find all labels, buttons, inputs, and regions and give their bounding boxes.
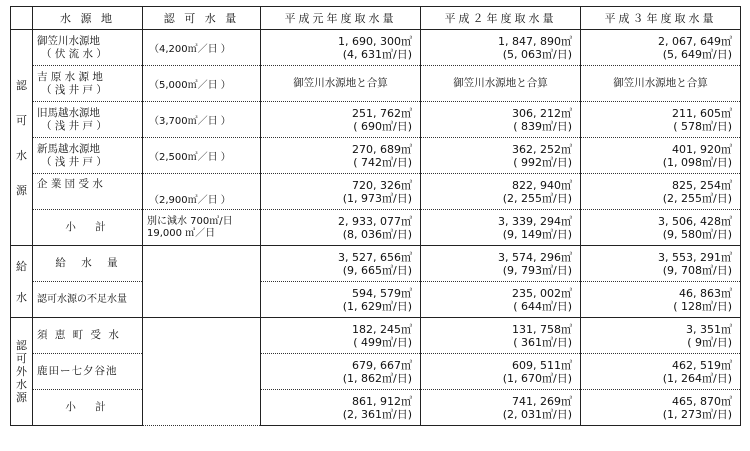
table-row [11,30,741,66]
source-name: 新馬越水源地 [37,142,100,155]
group-char: 水 [16,378,27,391]
annual-volume: 465, 870㎥ [672,394,732,408]
group-char: 源 [16,391,27,404]
value-cell [581,138,741,174]
source-type: （ 浅 井 戸 ） [41,155,107,168]
annual-volume: 211, 605㎥ [672,106,732,120]
value-cell [421,282,581,318]
table-row [11,138,741,174]
source-name: 御笠川水源地 [37,34,100,47]
header-source: 水 源 地 [33,7,143,30]
annual-volume: 46, 863㎥ [679,286,732,300]
value-cell [261,318,421,354]
value-cell [421,318,581,354]
table-row [11,102,741,138]
annual-volume: 182, 245㎥ [352,322,412,336]
group-char: 認 [16,339,27,352]
group-label-permitted-sources [11,30,33,246]
annual-volume: 679, 667㎥ [352,358,412,372]
annual-volume: 3, 527, 656㎥ [338,250,412,264]
header-fy-h1: 平成元年度取水量 [261,7,421,30]
value-cell [581,246,741,282]
daily-volume: ( 128㎥/日) [673,299,732,313]
source-name-cell: 給 水 量 [33,246,143,282]
daily-volume: (1, 264㎥/日) [662,371,732,385]
daily-volume: ( 742㎥/日) [353,155,412,169]
daily-volume: (5, 649㎥/日) [662,47,732,61]
source-name-cell: 認可水源の不足水量 [33,282,143,318]
value-cell [261,210,421,246]
annual-volume: 720, 326㎥ [352,178,412,192]
annual-volume: 401, 920㎥ [672,142,732,156]
group-char: 水 [16,290,27,304]
annual-volume: 235, 002㎥ [512,286,572,300]
annual-volume: 3, 339, 294㎥ [498,214,572,228]
value-cell: 御笠川水源地と合算 [581,66,741,102]
water-intake-table-sheet [10,6,740,446]
annual-volume: 2, 067, 649㎥ [658,34,732,48]
water-intake-table [10,6,741,426]
daily-volume: ( 578㎥/日) [673,119,732,133]
annual-volume: 594, 579㎥ [352,286,412,300]
value-cell [421,354,581,390]
annual-volume: 3, 351㎥ [686,322,732,336]
header-fy-h3: 平成３年度取水量 [581,7,741,30]
value-cell [421,174,581,210]
value-cell: 御笠川水源地と合算 [421,66,581,102]
annual-volume: 270, 689㎥ [352,142,412,156]
source-type: （ 伏 流 水 ） [41,47,107,60]
source-type: （ 浅 井 戸 ） [41,83,107,96]
value-cell [581,102,741,138]
annual-volume: 251, 762㎥ [352,106,412,120]
group-char: 源 [16,183,27,197]
source-name: 旧馬越水源地 [37,106,100,119]
source-name-cell [33,138,143,174]
permit-cell: （5,000㎥／日 ） [143,66,261,102]
table-row [11,174,741,210]
group-char: 可 [16,113,27,127]
daily-volume: (1, 273㎥/日) [662,407,732,421]
daily-volume: (4, 631㎥/日) [342,47,412,61]
daily-volume: ( 839㎥/日) [513,119,572,133]
annual-volume: 3, 506, 428㎥ [658,214,732,228]
annual-volume: 609, 511㎥ [512,358,572,372]
daily-volume: (5, 063㎥/日) [502,47,572,61]
value-cell [581,30,741,66]
table-row [11,282,741,318]
source-name-cell [33,66,143,102]
group-char: 外 [16,365,27,378]
source-name: 企 業 団 受 水 [37,178,103,190]
table-row [11,66,741,102]
value-cell [581,282,741,318]
table-header-row [11,7,741,30]
subtotal-label: 小 計 [33,210,143,246]
header-permitted-volume: 認 可 水 量 [143,7,261,30]
subtotal-label: 小 計 [33,390,143,426]
value-cell [421,30,581,66]
table-row [11,246,741,282]
group-label-supply [11,246,33,318]
source-name-cell [33,102,143,138]
daily-volume: (9, 149㎥/日) [502,227,572,241]
table-row [11,354,741,390]
daily-volume: (9, 708㎥/日) [662,263,732,277]
daily-volume: ( 9㎥/日) [687,335,732,349]
annual-volume: 3, 553, 291㎥ [658,250,732,264]
value-cell [581,318,741,354]
value-cell [261,138,421,174]
annual-volume: 462, 519㎥ [672,358,732,372]
annual-volume: 3, 574, 296㎥ [498,250,572,264]
group-char: 可 [16,352,27,365]
header-fy-h2: 平成２年度取水量 [421,7,581,30]
annual-volume: 1, 690, 300㎥ [338,34,412,48]
value-cell [421,246,581,282]
value-cell: 御笠川水源地と合算 [261,66,421,102]
source-name-cell: 鹿田ー七夕谷池 [33,354,143,390]
value-cell [421,102,581,138]
daily-volume: (9, 665㎥/日) [342,263,412,277]
value-cell [261,174,421,210]
annual-volume: 306, 212㎥ [512,106,572,120]
permit-total: 19,000 ㎥／日 [147,227,216,239]
value-cell [581,354,741,390]
daily-volume: ( 690㎥/日) [353,119,412,133]
daily-volume: (1, 862㎥/日) [342,371,412,385]
value-cell [581,210,741,246]
daily-volume: (1, 629㎥/日) [342,299,412,313]
daily-volume: (2, 031㎥/日) [502,407,572,421]
annual-volume: 822, 940㎥ [512,178,572,192]
header-corner [11,7,33,30]
permit-cell: （4,200㎥／日 ） [143,30,261,66]
group-label-unpermitted-sources [11,318,33,426]
value-cell [421,390,581,426]
source-name-cell [33,30,143,66]
daily-volume: ( 499㎥/日) [353,335,412,349]
group-char: 水 [16,148,27,162]
value-cell [261,390,421,426]
daily-volume: ( 992㎥/日) [513,155,572,169]
daily-volume: ( 644㎥/日) [513,299,572,313]
value-cell [261,246,421,282]
annual-volume: 362, 252㎥ [512,142,572,156]
daily-volume: (1, 670㎥/日) [502,371,572,385]
annual-volume: 2, 933, 077㎥ [338,214,412,228]
daily-volume: ( 361㎥/日) [513,335,572,349]
value-cell [261,354,421,390]
group-char: 認 [16,78,27,92]
group-char: 給 [16,259,27,273]
permit-cell [143,210,261,246]
permit-cell-empty [143,246,261,318]
daily-volume: (9, 580㎥/日) [662,227,732,241]
permit-cell: （3,700㎥／日 ） [143,102,261,138]
permit-cell-empty [143,318,261,426]
table-row-subtotal [11,390,741,426]
daily-volume: (9, 793㎥/日) [502,263,572,277]
value-cell [261,30,421,66]
source-name: 吉 原 水 源 地 [37,70,103,83]
permit-cell: （2,900㎥／日 ） [143,174,261,210]
annual-volume: 1, 847, 890㎥ [498,34,572,48]
annual-volume: 131, 758㎥ [512,322,572,336]
table-row-subtotal [11,210,741,246]
source-name-cell [33,174,143,210]
value-cell [421,210,581,246]
daily-volume: (8, 036㎥/日) [342,227,412,241]
value-cell [581,390,741,426]
annual-volume: 861, 912㎥ [352,394,412,408]
daily-volume: (1, 973㎥/日) [342,191,412,205]
source-name-cell: 須 恵 町 受 水 [33,318,143,354]
value-cell [261,102,421,138]
value-cell [581,174,741,210]
daily-volume: (1, 098㎥/日) [662,155,732,169]
permit-cell: （2,500㎥／日 ） [143,138,261,174]
value-cell [421,138,581,174]
value-cell [261,282,421,318]
daily-volume: (2, 255㎥/日) [662,191,732,205]
annual-volume: 825, 254㎥ [672,178,732,192]
table-row [11,318,741,354]
annual-volume: 741, 269㎥ [512,394,572,408]
permit-note: 別に減水 700㎥/日 [147,215,233,227]
daily-volume: (2, 255㎥/日) [502,191,572,205]
daily-volume: (2, 361㎥/日) [342,407,412,421]
source-type: （ 浅 井 戸 ） [41,119,107,132]
